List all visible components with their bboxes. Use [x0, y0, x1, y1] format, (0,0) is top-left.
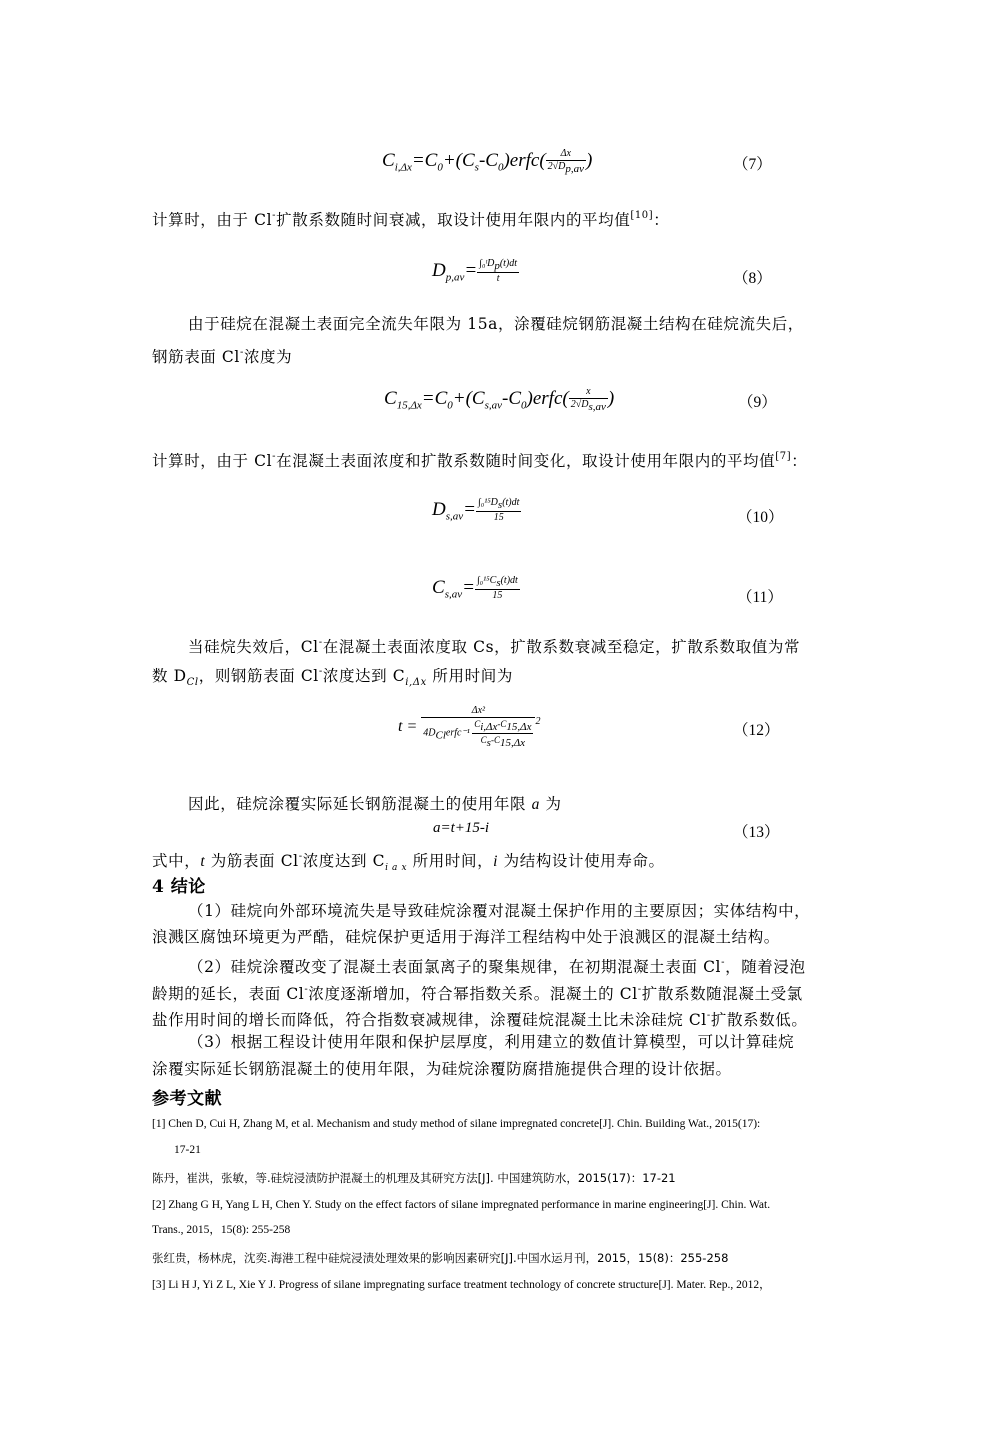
conclusion-text: （2）硅烷涂覆改变了混凝土表面氯离子的聚集规律，在初期混凝土表面 Cl-，随着浸泡 — [188, 957, 806, 976]
equation-number-11: （11） — [737, 589, 783, 606]
equation-12: t = Δx² $4D_{Cl}erfc^{-1}$ $\frac{C_{i,\Delta x}-C_{15,\Delta x}}{C_s-C_{15,\Delta x}}$ $^2$ — [398, 705, 541, 749]
reference-item: [1] Chen D, Cui H, Zhang M, et al. Mechanism and study method of silane impregnated concrete[J]. Chin. Building Wat., 2015(17): — [152, 1118, 761, 1130]
equation-number-12: （12） — [733, 722, 780, 739]
equation-number-13: （13） — [733, 824, 780, 841]
equation-number-8: （8） — [733, 270, 772, 287]
equation-13: a=t+15-i — [433, 820, 490, 836]
paragraph-text: 计算时，由于 Cl-在混凝土表面浓度和扩散系数随时间变化，取设计使用年限内的平均值[7]： — [152, 451, 808, 470]
reference-item: 张红贵，杨林虎，沈奕.海港工程中硅烷浸渍处理效果的影响因素研究[J].中国水运月刊，2015，15(8)：255-258 — [152, 1251, 729, 1265]
conclusion-text: 涂覆实际延长钢筋混凝土的使用年限，为硅烷涂覆防腐措施提供合理的设计依据。 — [152, 1060, 732, 1078]
paragraph-text: 当硅烷失效后，Cl-在混凝土表面浓度取 Cs，扩散系数衰减至稳定，扩散系数取值为常 — [188, 637, 801, 656]
equation-8: $D_{p,av}=$ $\frac{\int_0ᵗD_p(t)dt}{t}$ — [432, 258, 518, 284]
conclusion-text: （1）硅烷向外部环境流失是导致硅烷涂覆对混凝土保护作用的主要原因；实体结构中， — [188, 902, 811, 920]
paragraph-text: 因此，硅烷涂覆实际延长钢筋混凝土的使用年限 a 为 — [188, 795, 562, 813]
equation-number-9: （9） — [738, 394, 777, 411]
conclusion-text: （3）根据工程设计使用年限和保护层厚度，利用建立的数值计算模型，可以计算硅烷 — [188, 1033, 795, 1051]
paragraph-text: 计算时，由于 Cl-扩散系数随时间衰减，取设计使用年限内的平均值[10]： — [152, 210, 670, 229]
paragraph-text: 钢筋表面 Cl-浓度为 — [152, 347, 293, 366]
equation-10: $D_{s,av}=$ $\frac{\int_0^{15}D_s(t)dt}{15}$ — [432, 497, 520, 523]
reference-item: 陈丹，崔洪，张敏，等.硅烷浸渍防护混凝土的机理及其研究方法[J]. 中国建筑防水，2015(17)：17-21 — [152, 1171, 676, 1185]
equation-9: $C_{15,\Delta x}=C_0+(C_{s,av}-C_0)erfc$( $\frac{x}{2√D_{s,av}}$ ) — [384, 386, 615, 413]
paragraph-text: 数 $D_{Cl}$，则钢筋表面 Cl-浓度达到 $C_{i,\Delta x}$ 所用时间为 — [152, 666, 513, 689]
conclusion-text: 龄期的延长，表面 Cl-浓度逐渐增加，符合幂指数关系。混凝土的 Cl-扩散系数随混凝土受氯 — [152, 984, 803, 1003]
paragraph-text: 式中，t 为筋表面 Cl-浓度达到 $C_{i a x}$ 所用时间，i 为结构设计使用寿命。 — [152, 851, 665, 874]
reference-item: [3] Li H J, Yi Z L, Xie Y J. Progress of silane impregnating surface treatment technology of concrete structure[J]. Mater. Rep., 2012， — [152, 1279, 771, 1291]
conclusion-text: 浪溅区腐蚀环境更为严酷，硅烷保护更适用于海洋工程结构中处于浪溅区的混凝土结构。 — [152, 928, 780, 946]
equation-number-10: （10） — [737, 509, 784, 526]
conclusion-text: 盐作用时间的增长而降低，符合指数衰减规律，涂覆硅烷混凝土比未涂硅烷 Cl-扩散系数低。 — [152, 1010, 808, 1029]
reference-item: [2] Zhang G H, Yang L H, Chen Y. Study on the effect factors of silane impregnated performance in marine engineering[J]. Chin. Wat. — [152, 1199, 771, 1211]
equation-number-7: （7） — [733, 156, 772, 173]
section-heading: 4 结论 — [152, 877, 206, 897]
reference-item: Trans., 2015，15(8): 255-258 — [152, 1224, 291, 1236]
paragraph-text: 由于硅烷在混凝土表面完全流失年限为 15a，涂覆硅烷钢筋混凝土结构在硅烷流失后， — [188, 315, 804, 333]
references-heading: 参考文献 — [152, 1089, 222, 1109]
reference-item: 17-21 — [174, 1144, 201, 1156]
equation-11: $C_{s,av}=$ $\frac{\int_0^{15}C_s(t)dt}{15}$ — [432, 575, 518, 601]
equation-7: $C_{i,\Delta x}=C_0+(C_s-C_0)erfc$( $\frac{\Delta x}{2√D_{p,av}}$ ) — [382, 148, 593, 175]
